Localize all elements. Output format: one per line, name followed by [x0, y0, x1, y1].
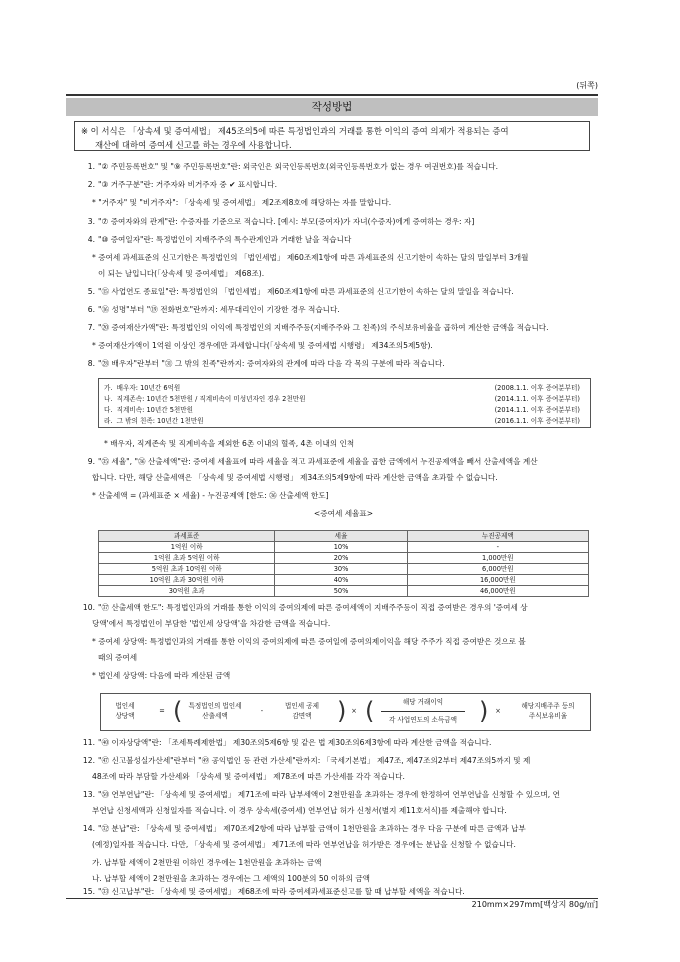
- table-row: [99, 542, 589, 553]
- instruction-8-note: * 배우자, 직계존속 및 직계비속을 제외한 6촌 이내의 혈족, 4촌 이내의 인척: [104, 439, 355, 448]
- instruction-10-note-cont: 때의 증여세: [98, 653, 138, 662]
- table-cell: 5억원 초과 10억원 이하: [99, 564, 275, 575]
- instruction-15: 15. "㉝ 신고납부"란: 「상속세 및 증여세법」 제68조에 따라 증여세과세표준신고를 할 때 납부할 세액을 적습니다.: [82, 887, 465, 896]
- table-header-row: [99, 531, 589, 542]
- notice-box: [74, 121, 590, 151]
- table-cell: 1억원 초과 5억원 이하: [99, 553, 275, 564]
- instruction-2: 2. "③ 거주구분"란: 거주자와 비거주자 중 ✔ 표시합니다.: [87, 180, 277, 189]
- table-row: [99, 575, 589, 586]
- deduction-row: 다. 직계비속: 10년간 5천만원 (2014.1.1. 이후 증여분부터): [104, 406, 580, 414]
- table-cell: 16,000만원: [407, 575, 588, 586]
- formula-term-computed-tax: 특정법인의 법인세 산출세액: [188, 702, 242, 720]
- close-paren-icon: ): [479, 697, 489, 725]
- deduction-row: 나. 직계존속: 10년간 5천만원 / 직계비속이 미성년자인 경우 2천만원 (2014.1.1. 이후 증여분부터): [104, 395, 580, 403]
- instruction-4: 4. "⑩ 증여일자"란: 특정법인이 지배주주의 특수관계인과 거래한 날을 적습니다: [87, 235, 352, 244]
- top-divider: [66, 94, 598, 96]
- instruction-7: 7. "⑳ 증여재산가액"란: 특정법인의 이익에 특정법인의 지배주주등(지배주주와 그 친족)의 주식보유비율을 곱하여 계산한 금액을 적습니다.: [87, 323, 549, 332]
- instruction-7-note: * 증여재산가액이 1억원 이상인 경우에만 과세합니다(「상속세 및 증여세법 시행령」 제34조의5제5항).: [92, 341, 433, 350]
- paper-spec-footer: 210mm×297mm[백상지 80g/㎡]: [471, 900, 598, 909]
- instruction-2-note: * "거주자" 및 "비거주자": 「상속세 및 증여세법」 제2조제8호에 해당하는 자를 말합니다.: [92, 198, 392, 207]
- table-cell: -: [407, 542, 588, 553]
- formula-equals: =: [159, 707, 165, 715]
- table-cell: 46,000만원: [407, 586, 588, 597]
- instruction-10-note-2: * 법인세 상당액: 다음에 따라 계산된 금액: [92, 671, 231, 680]
- instruction-3: 3. "⑦ 증여자와의 관계"란: 수증자를 기준으로 적습니다. [예시: 부모(증여자)가 자녀(수증자)에게 증여하는 경우: 자]: [87, 217, 475, 226]
- corporate-tax-formula: [100, 693, 591, 731]
- table-cell: 6,000만원: [407, 564, 588, 575]
- open-paren-icon: (: [365, 697, 375, 725]
- instruction-10-note: * 증여세 상당액: 특정법인과의 거래를 통한 이익의 증여의제에 따른 증여일에 증여의제이익을 해당 주주가 직접 증여받은 것으로 볼: [92, 637, 526, 646]
- open-paren-icon: (: [173, 697, 183, 725]
- instruction-8: 8. "㉘ 배우자"란부터 "㉛ 그 밖의 친족"란까지: 증여자와의 관계에 따라 다음 각 목의 구분에 따라 적습니다.: [87, 359, 445, 368]
- deduction-row: 라. 그 밖의 친족: 10년간 1천만원 (2016.1.1. 이후 증여분부터): [104, 417, 580, 425]
- page-title: 작성방법: [66, 98, 598, 116]
- formula-term-corporate-tax: 법인세 상당액: [115, 702, 135, 720]
- instruction-14-item-b: 나. 납부할 세액이 2천만원을 초과하는 경우에는 그 세액의 100분의 50 이하의 금액: [92, 874, 371, 883]
- tax-rate-table: [98, 530, 589, 597]
- instruction-4-note-cont: 이 되는 날입니다(「상속세 및 증여세법」 제68조).: [98, 269, 265, 278]
- notice-line-2: 재산에 대하여 증여세 신고를 하는 경우에 사용합니다.: [95, 140, 292, 150]
- instruction-12-cont: 48조에 따라 부담할 가산세와 「상속세 및 증여세법」 제78조에 따른 가산세를 각각 적습니다.: [92, 772, 405, 781]
- table-header: 세율: [275, 531, 407, 542]
- instruction-10-cont: 당액'에서 특정법인이 부담한 '법인세 상당액'을 차감한 금액을 적습니다.: [92, 619, 331, 628]
- instruction-11: 11. "㊵ 이자상당액"란: 「조세특례제한법」 제30조의5제6항 및 같은 법 제30조의6제3항에 따라 계산한 금액을 적습니다.: [82, 738, 492, 747]
- instruction-14: 14. "㉜ 분납"란: 「상속세 및 증여세법」 제70조제2항에 따라 납부할 금액이 1천만원을 초과하는 경우 다음 구분에 따른 금액과 납부: [82, 824, 526, 833]
- back-side-label: (뒤쪽): [576, 81, 598, 90]
- table-cell: 10억원 초과 30억원 이하: [99, 575, 275, 586]
- instruction-14-item-a: 가. 납부할 세액이 2천만원 이하인 경우에는 1천만원을 초과하는 금액: [92, 858, 322, 867]
- formula-times: ×: [351, 707, 357, 715]
- table-header: 누진공제액: [407, 531, 588, 542]
- formula-times: ×: [495, 707, 501, 715]
- instruction-5: 5. "⑮ 사업연도 종료일"란: 특정법인의 「법인세법」 제60조제1항에 따른 과세표준의 신고기한이 속하는 달의 말일을 적습니다.: [87, 287, 514, 296]
- table-cell: 30억원 초과: [99, 586, 275, 597]
- formula-term-deduction: 법인세 공제 감면액: [285, 702, 319, 720]
- close-paren-icon: ): [337, 697, 347, 725]
- table-row: [99, 564, 589, 575]
- instruction-10: 10. "㊲ 산출세액 한도": 특정법인과의 거래를 통한 이익의 증여의제에 따른 증여세액이 지배주주등이 직접 증여받은 경우의 '증여세 상: [82, 603, 528, 612]
- table-row: [99, 553, 589, 564]
- table-cell: 40%: [275, 575, 407, 586]
- instruction-4-note: * 증여세 과세표준의 신고기한은 특정법인의 「법인세법」 제60조제1항에 따른 과세표준의 신고기한이 속하는 달의 말일부터 3개월: [92, 253, 529, 262]
- notice-line-1: ※ 이 서식은 「상속세 및 증여세법」 제45조의5에 따른 특정법인과의 거래를 통한 이익의 증여 의제가 적용되는 증여: [81, 126, 509, 136]
- instruction-13: 13. "㊿ 연부연납"란: 「상속세 및 증여세법」 제71조에 따라 납부세액이 2천만원을 초과하는 경우에 한정하여 연부연납을 신청할 수 있으며, 연: [82, 790, 560, 799]
- formula-term-share-ratio: 해당지배주주 등의 주식보유비율: [521, 702, 575, 720]
- instruction-1: 1. "② 주민등록번호" 및 "⑨ 주민등록번호"란: 외국인은 외국인등록번호(외국인등록번호가 없는 경우 여권번호)를 적습니다.: [87, 162, 499, 171]
- deduction-row: 가. 배우자: 10년간 6억원 (2008.1.1. 이후 증여분부터): [104, 384, 580, 392]
- table-cell: 1,000만원: [407, 553, 588, 564]
- table-cell: 30%: [275, 564, 407, 575]
- instruction-6: 6. "⑯ 성명"부터 "⑲ 전화번호"란까지: 세무대리인이 기장한 경우 적습니다.: [87, 305, 340, 314]
- table-cell: 10%: [275, 542, 407, 553]
- instruction-9: 9. "㉟ 세율", "㊱ 산출세액"란: 증여세 세율표에 따라 세율을 적고 과세표준에 세율을 곱한 금액에서 누진공제액을 빼서 산출세액을 계산: [87, 457, 538, 466]
- table-row: [99, 586, 589, 597]
- instruction-12: 12. "㊼ 신고불성실가산세"란부터 "㊾ 공익법인 등 관련 가산세"란까지: 「국세기본법」 제47조, 제47조의2부터 제47조의5까지 및 제: [82, 756, 531, 765]
- instruction-14-cont: (예정)일자를 적습니다. 다만, 「상속세 및 증여세법」 제71조에 따라 연부연납을 허가받은 경우에는 분납을 신청할 수 없습니다.: [92, 840, 516, 849]
- instruction-13-cont: 부연납 신청세액과 신청일자를 적습니다. 이 경우 상속세(증여세) 연부연납 허가 신청서(별지 제11호서식)를 제출해야 합니다.: [92, 806, 507, 815]
- formula-minus: -: [260, 707, 264, 715]
- formula-fraction-denominator: 각 사업연도의 소득금액: [389, 716, 457, 724]
- table-header: 과세표준: [99, 531, 275, 542]
- instruction-9-formula: * 산출세액 = (과세표준 × 세율) - 누진공제액 [한도: ㊱ 산출세액 한도]: [92, 491, 329, 500]
- table-cell: 1억원 이하: [99, 542, 275, 553]
- deduction-box: [98, 378, 591, 428]
- tax-table-title: <증여세 세율표>: [313, 509, 374, 518]
- table-cell: 20%: [275, 553, 407, 564]
- formula-fraction-numerator: 해당 거래이익: [402, 698, 444, 706]
- instruction-9-cont: 합니다. 다만, 해당 산출세액은 「상속세 및 증여세법 시행령」 제34조의5제9항에 따라 계산한 금액을 초과할 수 없습니다.: [92, 473, 498, 482]
- table-cell: 50%: [275, 586, 407, 597]
- fraction-bar: [381, 711, 465, 712]
